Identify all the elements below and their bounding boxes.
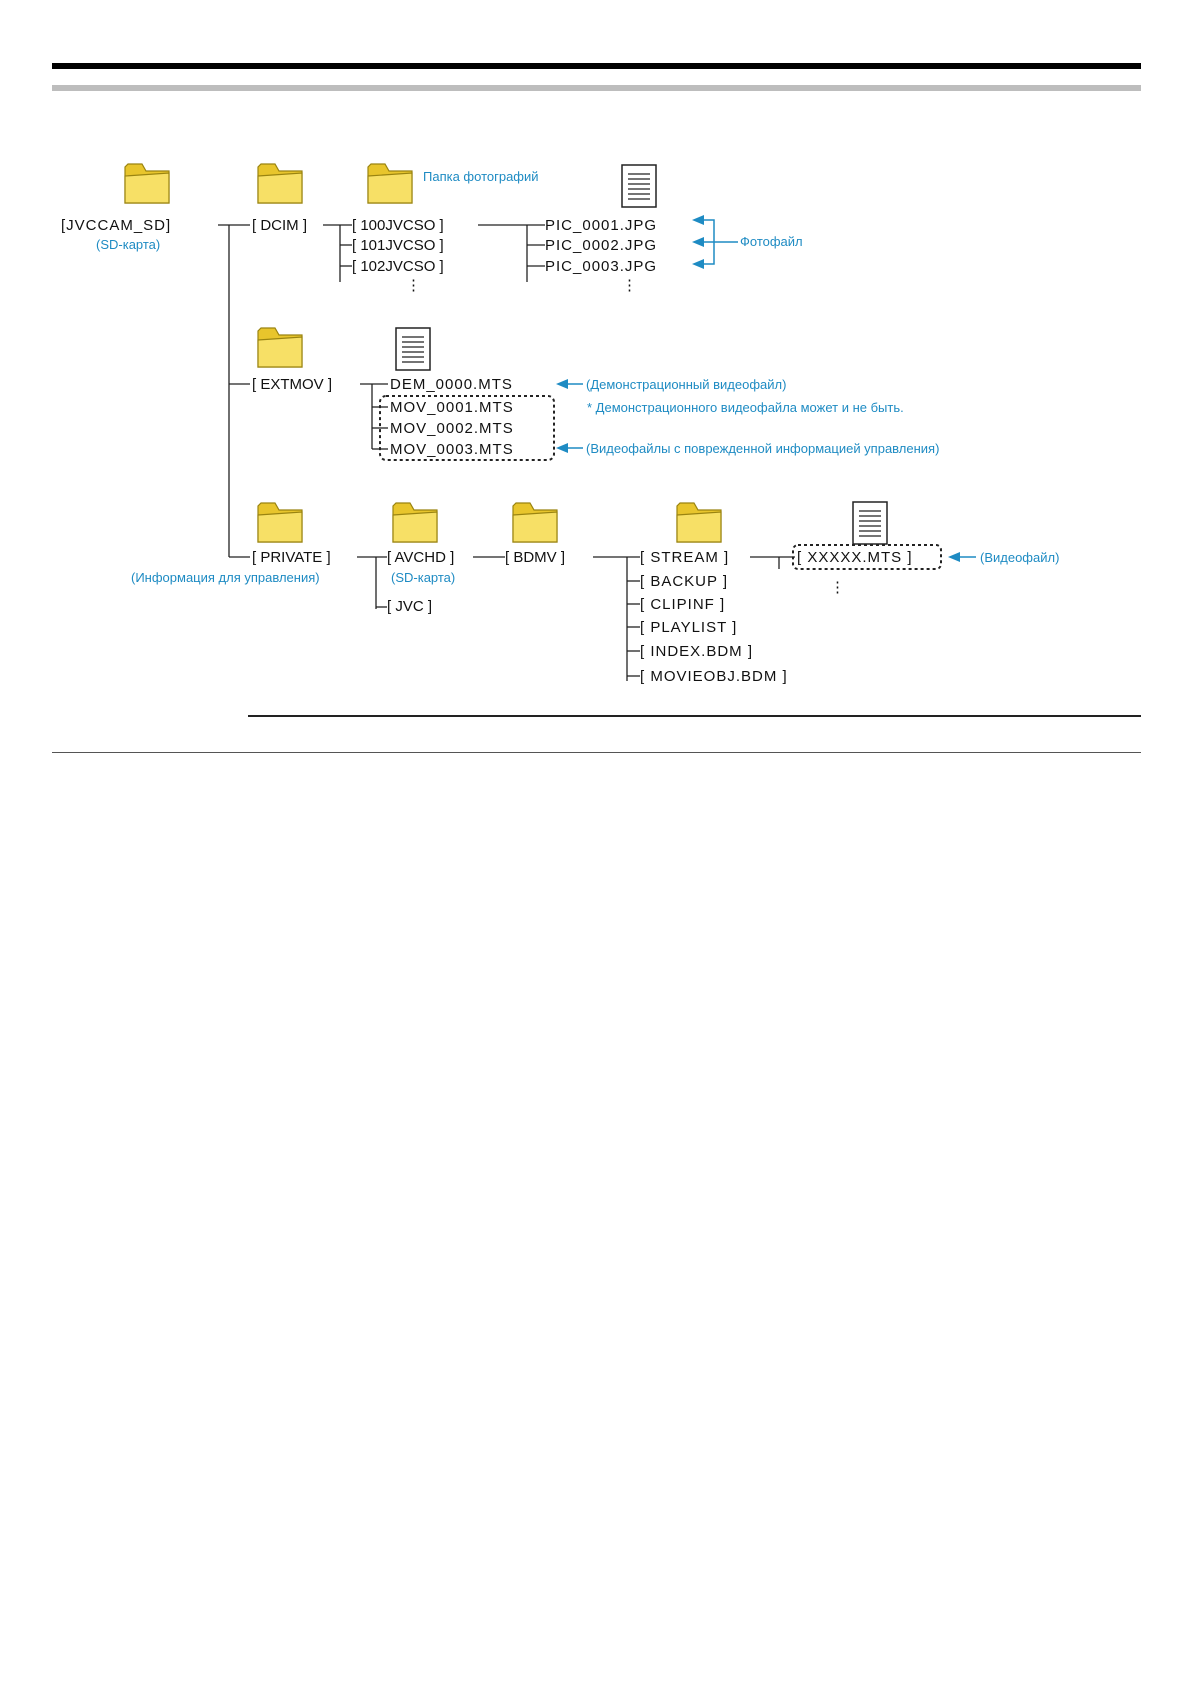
demo-footnote: * Демонстрационного видеофайла может и не быть. [587,400,904,415]
extmov-file-label: MOV_0001.MTS [390,399,514,416]
root-note: (SD-карта) [96,237,161,252]
dcim-folder-label: [ DCIM ] [252,217,307,234]
diagram-bottom-rule [248,715,1141,717]
bdmv-item-label: [ INDEX.BDM ] [640,643,754,660]
stream-file-label: [ XXXXX.MTS ] [797,549,913,566]
photo-folder-note: Папка фотографий [423,169,539,184]
bdmv-item-label: [ BACKUP ] [640,573,729,590]
dcim-subfolder-label: [ 101JVCSO ] [352,237,444,254]
root-folder-label: [JVCCAM_SD] [61,217,172,234]
folder-icon-avchd [393,503,437,542]
folder-icon-stream [677,503,721,542]
folder-structure-diagram [0,0,1191,760]
photo-file-note: Фотофайл [740,234,803,249]
extmov-folder-label: [ EXTMOV ] [252,376,333,393]
ellipsis-stream: ⋮ [830,579,845,596]
folder-icon-root [125,164,169,203]
bdmv-folder-label: [ BDMV ] [505,549,566,566]
photo-file-label: PIC_0003.JPG [545,258,658,275]
document-icon-stream [853,502,887,544]
private-note: (Информация для управления) [131,570,320,585]
stream-note: (Видеофайл) [980,550,1060,565]
folder-icon-bdmv [513,503,557,542]
document-icon-extmov [396,328,430,370]
bdmv-item-label: [ MOVIEOBJ.BDM ] [640,668,788,685]
folder-icon-private [258,503,302,542]
bdmv-item-label: [ CLIPINF ] [640,596,726,613]
document-icon-photo [622,165,656,207]
folder-icon-dcim [258,164,302,203]
ellipsis-photo: ⋮ [622,277,637,294]
bdmv-item-label: [ PLAYLIST ] [640,619,738,636]
jvc-folder-label: [ JVC ] [387,598,433,615]
folder-icon-extmov [258,328,302,367]
avchd-note: (SD-карта) [391,570,456,585]
ellipsis-dcim: ⋮ [406,277,421,294]
dcim-subfolder-label: [ 100JVCSO ] [352,217,444,234]
damaged-note: (Видеофайлы с поврежденной информацией управления) [586,441,940,456]
extmov-file-label: MOV_0003.MTS [390,441,514,458]
bdmv-item-label: [ STREAM ] [640,549,730,566]
demo-note: (Демонстрационный видеофайл) [586,377,787,392]
avchd-folder-label: [ AVCHD ] [387,549,455,566]
photo-file-label: PIC_0001.JPG [545,217,658,234]
folder-icon-dcim-sub [368,164,412,203]
dcim-subfolder-label: [ 102JVCSO ] [352,258,444,275]
page-section-rule [52,752,1141,753]
photo-file-label: PIC_0002.JPG [545,237,658,254]
extmov-file-label: DEM_0000.MTS [390,376,513,393]
extmov-file-label: MOV_0002.MTS [390,420,514,437]
private-folder-label: [ PRIVATE ] [252,549,331,566]
